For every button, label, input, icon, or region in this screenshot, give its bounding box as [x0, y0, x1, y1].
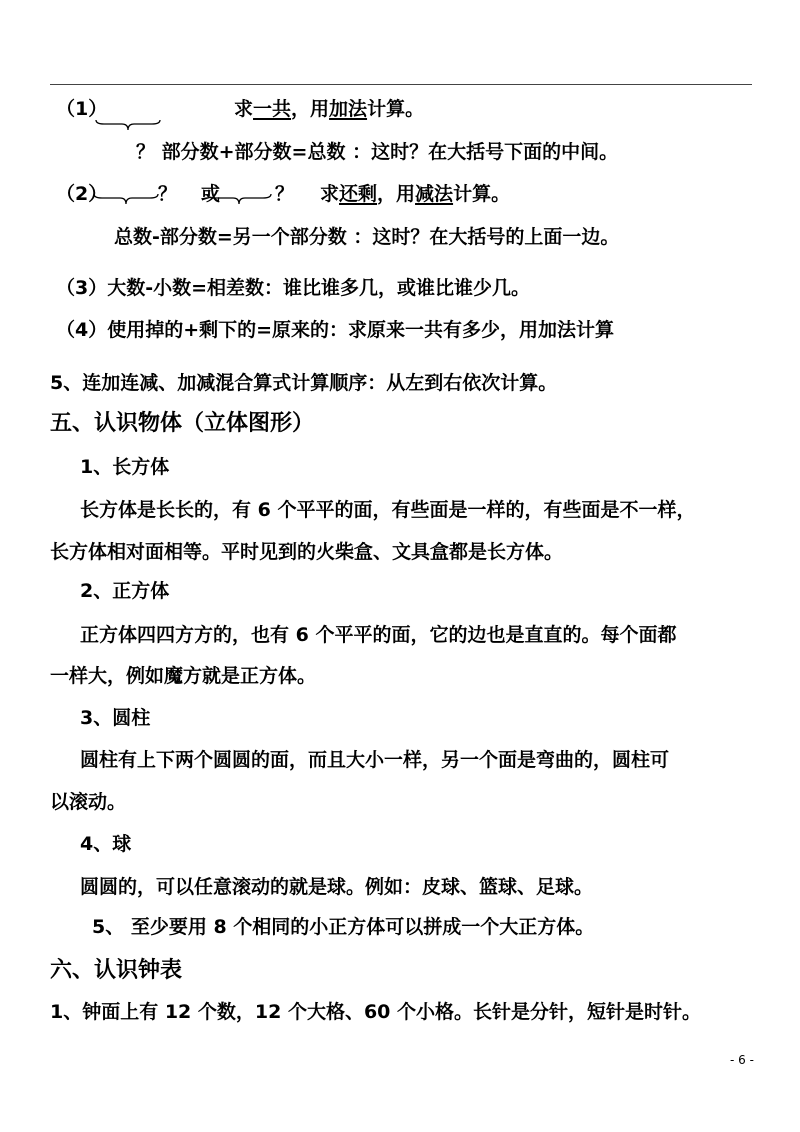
cuboid-text-1: 长方体是长长的，有 6 个平平的面，有些面是一样的，有些面是不一样，	[80, 499, 696, 521]
brace-under-icon	[207, 188, 271, 208]
item-2-or: 或	[201, 183, 221, 205]
sphere-title: 4、球	[80, 833, 132, 855]
item-2-question-1: ？	[158, 183, 178, 205]
clock-fact-1: 1、钟面上有 12 个数，12 个大格、60 个小格。长针是分针，短针是时针。	[50, 1001, 702, 1023]
cube-assembly-fact: 5、 至少要用 8 个相同的小正方体可以拼成一个大正方体。	[92, 916, 595, 938]
item-1-formula: ？ 部分数+部分数=总数 ：这时？在大括号下面的中间。	[136, 141, 619, 163]
item-3: （3）大数-小数=相差数：谁比谁多几，或谁比谁少几。	[56, 277, 531, 299]
cuboid-title: 1、长方体	[80, 456, 170, 478]
page-number: - 6 -	[730, 1053, 754, 1067]
section-5-title: 五、认识物体（立体图形）	[50, 411, 315, 436]
header-rule	[50, 84, 752, 85]
item-5-order: 5、连加连减、加减混合算式计算顺序：从左到右依次计算。	[50, 372, 558, 394]
item-1-rule: 求一共，用加法计算。	[234, 98, 425, 120]
item-2-rule: 求还剩，用减法计算。	[320, 183, 511, 205]
cube-title: 2、正方体	[80, 580, 170, 602]
item-2-question-2: ？	[275, 183, 295, 205]
brace-under-icon	[96, 110, 160, 130]
section-6-title: 六、认识钟表	[50, 958, 183, 983]
cuboid-text-2: 长方体相对面相等。平时见到的火柴盒、文具盒都是长方体。	[50, 541, 564, 563]
item-2-formula: 总数-部分数=另一个部分数 ：这时？在大括号的上面一边。	[114, 226, 620, 248]
item-4: （4）使用掉的+剩下的=原来的：求原来一共有多少，用加法计算	[56, 319, 615, 341]
cylinder-title: 3、圆柱	[80, 707, 151, 729]
item-1-number: （1）	[56, 98, 108, 120]
item-2-number: （2）	[56, 183, 108, 205]
cube-text-2: 一样大，例如魔方就是正方体。	[50, 665, 317, 687]
cylinder-text-2: 以滚动。	[50, 791, 127, 813]
cube-text-1: 正方体四四方方的，也有 6 个平平的面，它的边也是直直的。每个面都	[80, 624, 677, 646]
sphere-text-1: 圆圆的，可以任意滚动的就是球。例如：皮球、篮球、足球。	[80, 876, 594, 898]
cylinder-text-1: 圆柱有上下两个圆圆的面，而且大小一样，另一个面是弯曲的，圆柱可	[80, 749, 670, 771]
brace-under-icon	[94, 188, 158, 208]
